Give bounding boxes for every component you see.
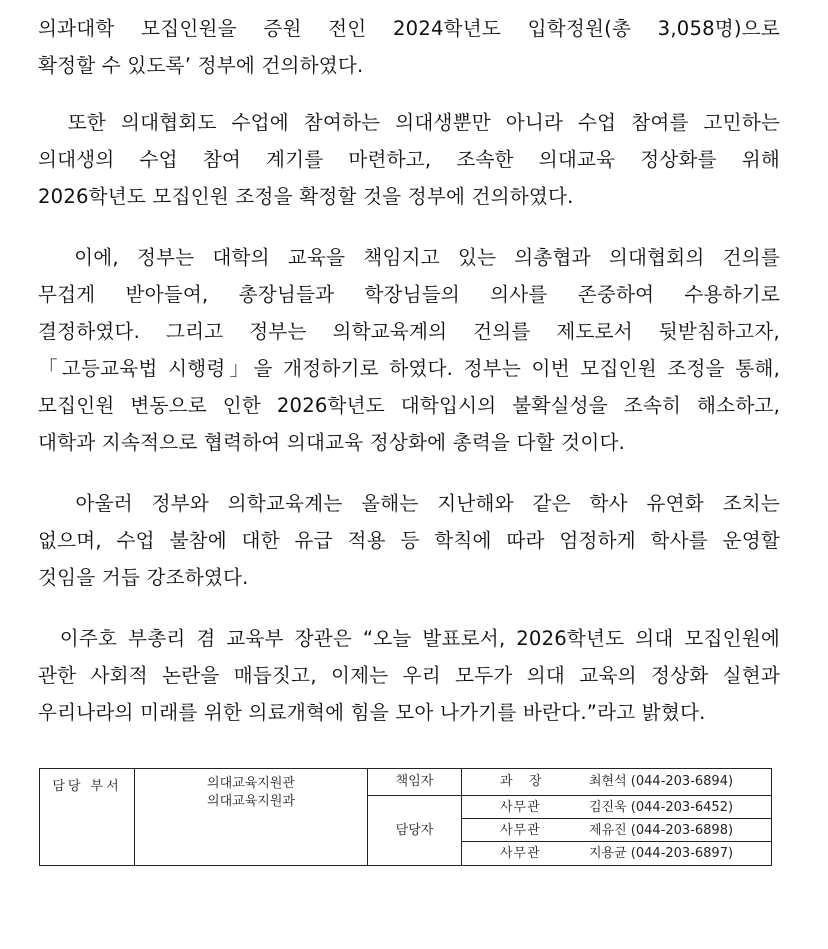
text-line: 2026학년도 모집인원 조정을 확정할 것을 정부에 건의하였다. (38, 185, 574, 208)
text-line: 아울러 정부와 의학교육계는 올해는 지난해와 같은 학사 유연화 조치는 (38, 492, 780, 515)
paragraph (38, 485, 780, 596)
contact-row (462, 769, 771, 796)
text-line: 모집인원 변동으로 인한 2026학년도 대학입시의 불확실성을 조속히 해소하고, (38, 394, 780, 417)
paragraph (38, 620, 780, 731)
paragraph (38, 104, 780, 215)
document-body (38, 10, 780, 755)
text-line: 우리나라의 미래를 위한 의료개혁에 힘을 모아 나가기를 바란다.”라고 밝혔다. (38, 701, 706, 724)
text-line: 무겁게 받아들여, 총장님들과 학장님들의 의사를 존중하여 수용하기로 (38, 283, 780, 306)
staff-label: 담당자 (368, 796, 462, 865)
text-line: 대학과 지속적으로 협력하여 의대교육 정상화에 총력을 다할 것이다. (38, 431, 625, 454)
contact-row (462, 796, 771, 819)
contact-person: 김진욱 (044-203-6452) (589, 800, 734, 815)
contact-person: 지용균 (044-203-6897) (589, 846, 734, 861)
text-line: 이주호 부총리 겸 교육부 장관은 “오늘 발표로서, 2026학년도 의대 모집인원에 (38, 627, 780, 650)
contact-row (462, 842, 771, 865)
responsible-label: 책임자 (368, 769, 462, 796)
text-line: 관한 사회적 논란을 매듭짓고, 이제는 우리 모두가 의대 교육의 정상화 실현과 (38, 664, 780, 687)
text-line: 결정하였다. 그리고 정부는 의학교육계의 건의를 제도로서 뒷받침하고자, (38, 320, 780, 343)
dept-names (135, 769, 368, 865)
contact-person: 최현석 (044-203-6894) (589, 774, 734, 789)
paragraph (38, 10, 780, 84)
contact-title: 과 장 (500, 774, 543, 789)
dept-label: 담당 부서 (40, 769, 135, 865)
contact-title: 사무관 (500, 823, 541, 838)
contact-row (462, 819, 771, 842)
text-line: 「고등교육법 시행령」을 개정하기로 하였다. 정부는 이번 모집인원 조정을 통해, (38, 357, 780, 380)
dept-name: 의대교육지원관 (207, 776, 295, 791)
contact-title: 사무관 (500, 846, 541, 861)
contact-table (39, 768, 772, 866)
dept-name: 의대교육지원과 (207, 794, 295, 809)
text-line: 확정할 수 있도록’ 정부에 건의하였다. (38, 54, 364, 77)
text-line: 의대생의 수업 참여 계기를 마련하고, 조속한 의대교육 정상화를 위해 (38, 148, 780, 171)
text-line: 없으며, 수업 불참에 대한 유급 적용 등 학칙에 따라 엄정하게 학사를 운영할 (38, 529, 780, 552)
text-line: 의과대학 모집인원을 증원 전인 2024학년도 입학정원(총 3,058명)으로 (38, 17, 780, 40)
text-line: 이에, 정부는 대학의 교육을 책임지고 있는 의총협과 의대협회의 건의를 (38, 246, 780, 269)
text-line: 또한 의대협회도 수업에 참여하는 의대생뿐만 아니라 수업 참여를 고민하는 (38, 111, 780, 134)
contact-person: 제유진 (044-203-6898) (589, 823, 734, 838)
contact-title: 사무관 (500, 800, 541, 815)
paragraph (38, 239, 780, 461)
text-line: 것임을 거듭 강조하였다. (38, 566, 249, 589)
